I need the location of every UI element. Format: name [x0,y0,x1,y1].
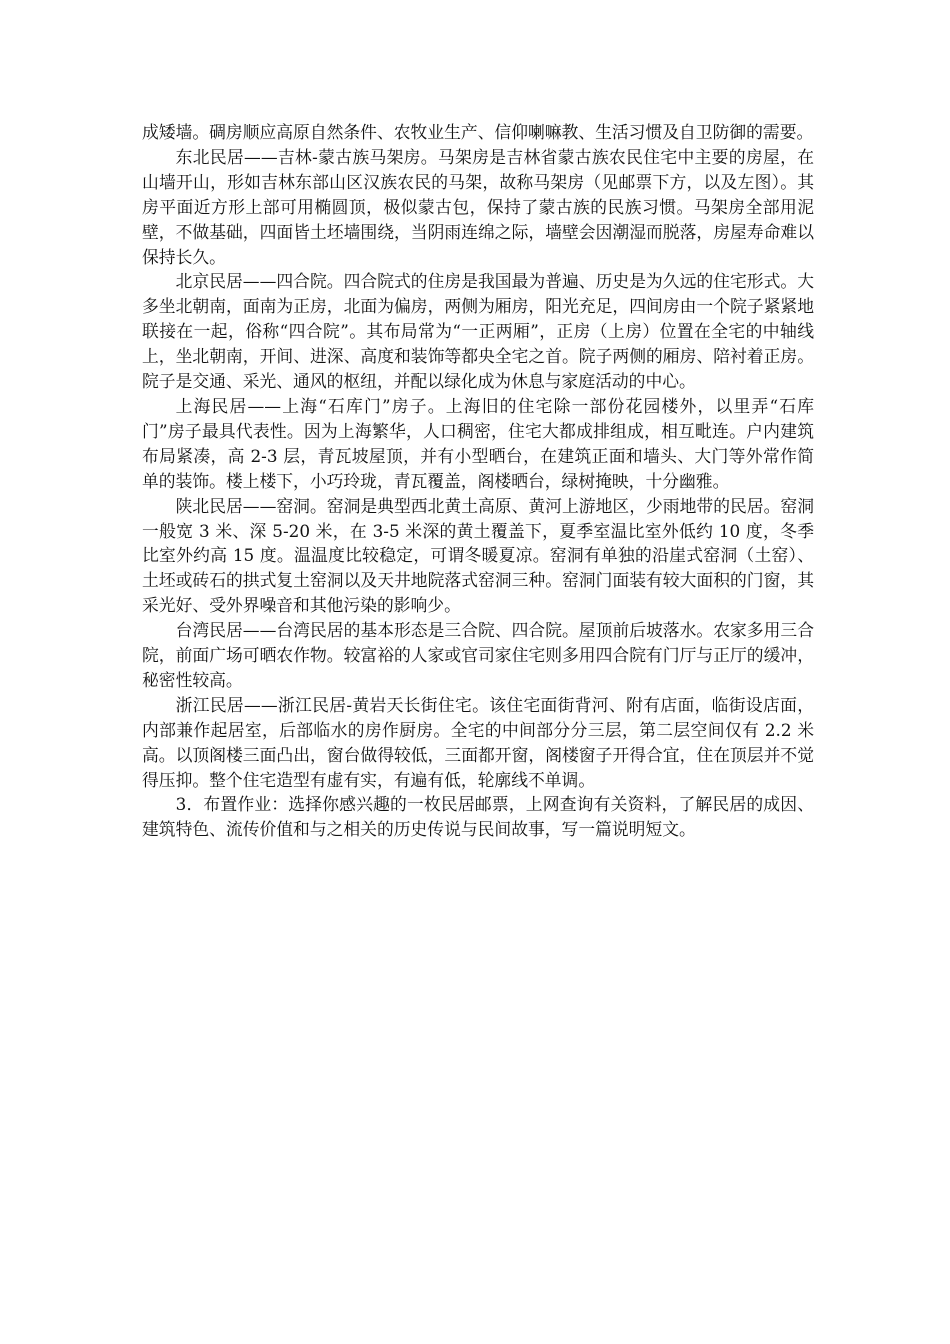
paragraph-shaanbei-dwelling: 陕北民居——窑洞。窑洞是典型西北黄土高原、黄河上游地区，少雨地带的民居。窑洞一般宽 3 米、深 5-20 米，在 3-5 米深的黄土覆盖下，夏季室温比室外低约 10 度，冬季比室外约高 15 度。温温度比较稳定，可谓冬暖夏凉。窑洞有单独的沿崖式窑洞（土窑）、土坯或砖石的拱式复土窑洞以及天井地院落式窑洞三种。窑洞门面装有较大面积的门窗，其采光好、受外界噪音和其他污染的影响少。 [142,495,814,616]
paragraph-zhejiang-dwelling: 浙江民居——浙江民居-黄岩天长街住宅。该住宅面街背河、附有店面，临街设店面，内部兼作起居室，后部临水的房作厨房。全宅的中间部分分三层，第二层空间仅有 2.2 米高。以顶阁楼三面凸出，窗台做得较低，三面都开窗，阁楼窗子开得合宜，住在顶层并不觉得压抑。整个住宅造型有虚有实，有遍有低，轮廓线不单调。 [142,694,814,790]
paragraph-homework: 3．布置作业：选择你感兴趣的一枚民居邮票，上网查询有关资料，了解民居的成因、建筑特色、流传价值和与之相关的历史传说与民间故事，写一篇说明短文。 [142,794,814,840]
document-body [142,120,814,842]
paragraph-northeast-dwelling: 东北民居——吉林-蒙古族马架房。马架房是吉林省蒙古族农民住宅中主要的房屋，在山墙开山，形如吉林东部山区汉族农民的马架，故称马架房（见邮票下方，以及左图）。其房平面近方形上部可用椭圆顶，极似蒙古包，保持了蒙古族的民族习惯。马架房全部用泥壁，不做基础，四面皆土坯墙围绕，当阴雨连绵之际，墙壁会因潮湿而脱落，房屋寿命难以保持长久。 [142,146,814,267]
paragraph-shanghai-dwelling: 上海民居——上海“石库门”房子。上海旧的住宅除一部份花园楼外，以里弄“石库门”房子最具代表性。因为上海繁华，人口稠密，住宅大都成排组成，相互毗连。户内建筑布局紧凑，高 2-3 层，青瓦坡屋顶，并有小型晒台，在建筑正面和墙头、大门等外常作简单的装饰。楼上楼下，小巧玲珑，青瓦覆盖，阁楼晒台，绿树掩映，十分幽雅。 [142,395,814,491]
paragraph-tibet-continuation: 成矮墙。碉房顺应高原自然条件、农牧业生产、信仰喇嘛教、生活习惯及自卫防御的需要。 [142,122,814,142]
paragraph-taiwan-dwelling: 台湾民居——台湾民居的基本形态是三合院、四合院。屋顶前后坡落水。农家多用三合院，前面广场可晒农作物。较富裕的人家或官司家住宅则多用四合院有门厅与正厅的缓冲，秘密性较高。 [142,620,814,690]
paragraph-beijing-dwelling: 北京民居——四合院。四合院式的住房是我国最为普遍、历史是为久远的住宅形式。大多坐北朝南，面南为正房，北面为偏房，两侧为厢房，阳光充足，四间房由一个院子紧紧地联接在一起，俗称“四合院”。其布局常为“一正两厢”，正房（上房）位置在全宅的中轴线上，坐北朝南，开间、进深、高度和装饰等都央全宅之首。院子两侧的厢房、陪衬着正房。院子是交通、采光、通风的枢纽，并配以绿化成为休息与家庭活动的中心。 [142,271,814,392]
